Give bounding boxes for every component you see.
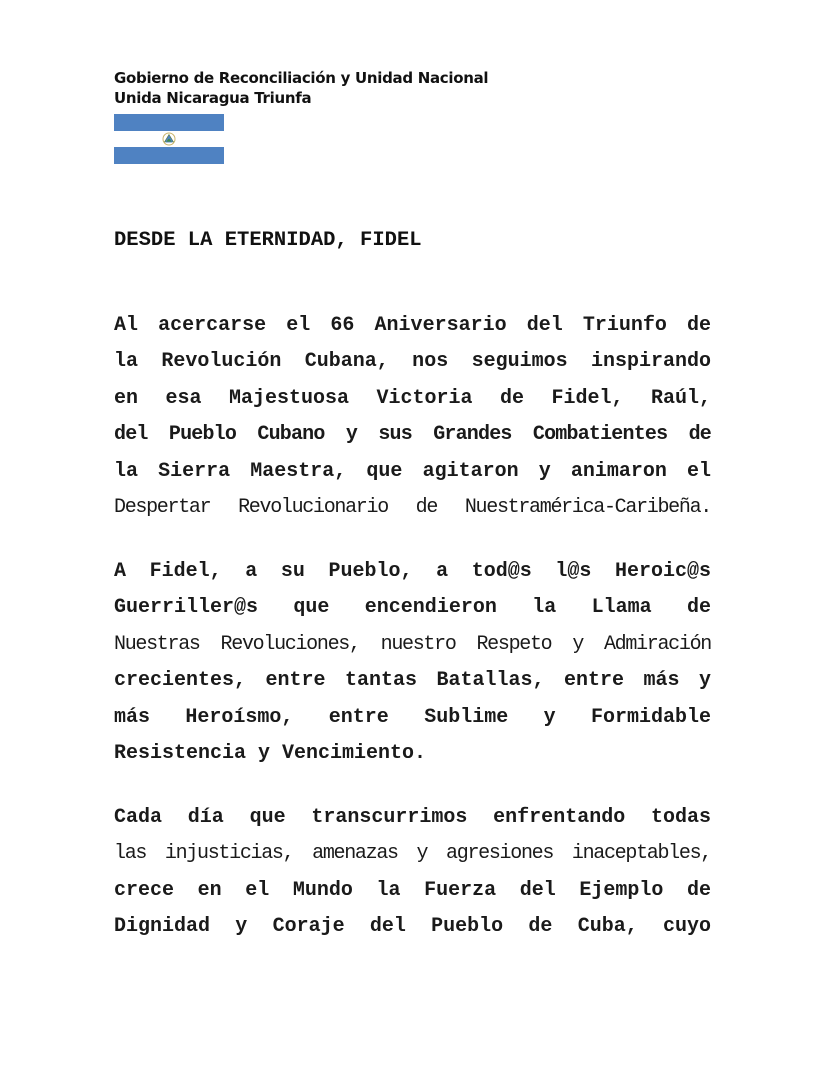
paragraph-line: crecientes, entre tantas Batallas, entre más y bbox=[114, 669, 711, 693]
paragraph-line: Al acercarse el 66 Aniversario del Triunfo de bbox=[114, 314, 711, 337]
paragraph-line: la Sierra Maestra, que agitaron y animaron el bbox=[114, 459, 711, 483]
coat-of-arms-icon bbox=[161, 132, 177, 146]
paragraph-2 bbox=[114, 554, 711, 772]
paragraph-1 bbox=[114, 308, 711, 526]
paragraph-line: en esa Majestuosa Victoria de Fidel, Raúl, bbox=[114, 386, 711, 410]
paragraph-line: Guerriller@s que encendieron la Llama de bbox=[114, 596, 711, 620]
letterhead-government: Gobierno de Reconciliación y Unidad Nacional bbox=[114, 69, 489, 87]
paragraph-line: del Pueblo Cubano y sus Grandes Combatientes de bbox=[114, 423, 711, 447]
paragraph-line: crece en el Mundo la Fuerza del Ejemplo de bbox=[114, 878, 711, 902]
paragraph-line: la Revolución Cubana, nos seguimos inspirando bbox=[114, 350, 711, 374]
paragraph-line: Dignidad y Coraje del Pueblo de Cuba, cuyo bbox=[114, 915, 711, 939]
paragraph-line: Cada día que transcurrimos enfrentando todas bbox=[114, 806, 711, 829]
letterhead-slogan: Unida Nicaragua Triunfa bbox=[114, 89, 312, 107]
paragraph-line: Resistencia y Vencimiento. bbox=[114, 741, 427, 765]
paragraph-3 bbox=[114, 800, 711, 946]
paragraph-line: Despertar Revolucionario de Nuestramérica-Caribeña. bbox=[114, 495, 711, 519]
flag-stripe-bottom bbox=[114, 147, 224, 164]
flag-stripe-top bbox=[114, 114, 224, 131]
letterhead bbox=[114, 68, 488, 108]
flag-stripe-middle bbox=[114, 131, 224, 148]
document-title: DESDE LA ETERNIDAD, FIDEL bbox=[114, 229, 422, 252]
nicaragua-flag bbox=[114, 114, 224, 164]
paragraph-line: las injusticias, amenazas y agresiones inaceptables, bbox=[114, 842, 711, 866]
paragraph-line: Nuestras Revoluciones, nuestro Respeto y Admiración bbox=[114, 632, 711, 656]
paragraph-line: más Heroísmo, entre Sublime y Formidable bbox=[114, 705, 711, 729]
paragraph-line: A Fidel, a su Pueblo, a tod@s l@s Heroic@s bbox=[114, 560, 711, 583]
